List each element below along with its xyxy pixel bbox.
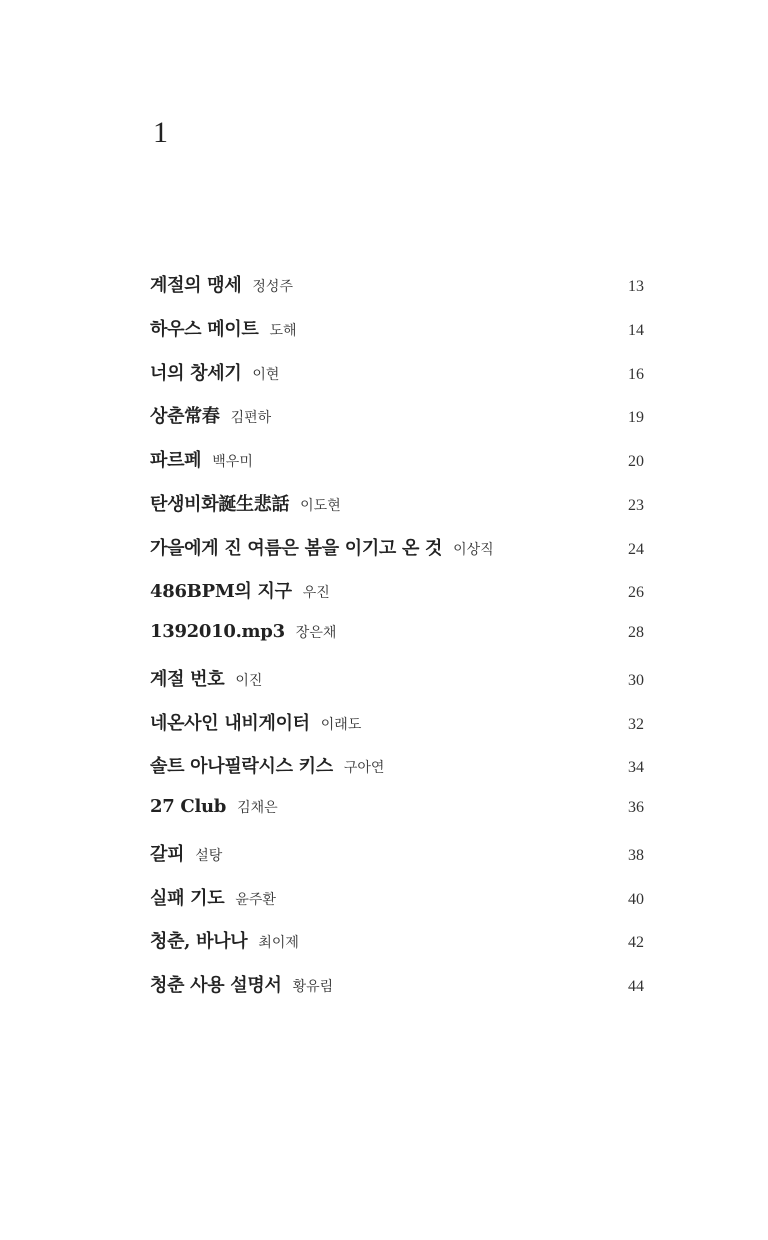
toc-entry[interactable] xyxy=(150,534,644,578)
entry-author: 구아연 xyxy=(343,760,385,777)
entry-author: 이래도 xyxy=(320,716,362,733)
entry-author: 이진 xyxy=(235,672,263,689)
entry-author: 설탕 xyxy=(195,847,223,864)
entry-title: 너의 창세기 xyxy=(150,362,242,384)
toc-entry[interactable] xyxy=(150,796,644,840)
toc-entry[interactable] xyxy=(150,840,644,884)
entry-author: 이도현 xyxy=(300,497,341,514)
entry-page-number: 19 xyxy=(628,409,644,427)
entry-page-number: 42 xyxy=(628,934,644,952)
entry-title: 탄생비화誕生悲話 xyxy=(150,493,290,515)
entry-author: 정성주 xyxy=(252,279,293,295)
entry-title: 솔트 아나필락시스 키스 xyxy=(150,756,333,778)
toc-entry[interactable] xyxy=(150,927,644,971)
entry-page-number: 28 xyxy=(628,624,644,641)
entry-title: 파르페 xyxy=(150,450,202,471)
toc-entry[interactable] xyxy=(150,446,644,490)
toc-entry[interactable] xyxy=(150,271,644,315)
entry-page-number: 30 xyxy=(628,671,644,689)
entry-title: 청춘, 바나나 xyxy=(150,931,248,953)
entry-page-number: 34 xyxy=(628,759,644,777)
entry-author: 윤주환 xyxy=(235,891,276,908)
entry-author: 이현 xyxy=(252,366,280,383)
entry-author: 황유림 xyxy=(292,979,334,995)
toc-entry[interactable] xyxy=(150,752,644,796)
toc-entry[interactable] xyxy=(150,709,644,753)
entry-page-number: 44 xyxy=(628,978,644,995)
entry-author: 김편하 xyxy=(230,410,272,427)
entry-author: 백우미 xyxy=(212,454,253,470)
toc-entry[interactable] xyxy=(150,490,644,534)
entry-title: 실패 기도 xyxy=(150,887,225,909)
entry-title: 계절 번호 xyxy=(150,668,225,690)
entry-author: 이상직 xyxy=(453,541,494,558)
section-number: 1 xyxy=(153,116,168,149)
entry-title: 갈피 xyxy=(150,843,185,865)
entry-page-number: 26 xyxy=(628,584,644,602)
entry-page-number: 32 xyxy=(628,715,644,733)
entry-page-number: 14 xyxy=(628,321,644,339)
table-of-contents xyxy=(150,271,644,1015)
toc-entry[interactable] xyxy=(150,402,644,446)
entry-author: 김채은 xyxy=(237,800,278,816)
entry-title: 27 Club xyxy=(150,796,227,817)
entry-page-number: 13 xyxy=(628,278,644,295)
entry-author: 도해 xyxy=(269,322,297,339)
toc-entry[interactable] xyxy=(150,359,644,403)
entry-title: 계절의 맹세 xyxy=(150,275,242,296)
entry-title: 486BPM의 지구 xyxy=(150,581,292,603)
entry-title: 하우스 메이트 xyxy=(150,318,259,340)
entry-page-number: 24 xyxy=(628,540,644,558)
entry-title: 상춘常春 xyxy=(150,406,220,428)
entry-author: 우진 xyxy=(302,585,330,602)
entry-title: 가을에게 진 여름은 봄을 이기고 온 것 xyxy=(150,537,443,559)
entry-title: 네온사인 내비게이터 xyxy=(150,712,310,734)
entry-page-number: 20 xyxy=(628,453,644,470)
entry-title: 청춘 사용 설명서 xyxy=(150,975,282,996)
entry-page-number: 38 xyxy=(628,846,644,864)
entry-author: 최이제 xyxy=(258,935,299,952)
entry-page-number: 23 xyxy=(628,496,644,514)
entry-title: 1392010.mp3 xyxy=(150,621,285,642)
toc-entry[interactable] xyxy=(150,577,644,621)
toc-entry[interactable] xyxy=(150,315,644,359)
toc-entry[interactable] xyxy=(150,621,644,665)
entry-page-number: 36 xyxy=(628,799,644,816)
toc-entry[interactable] xyxy=(150,665,644,709)
entry-page-number: 40 xyxy=(628,890,644,908)
entry-author: 장은채 xyxy=(295,625,337,641)
toc-entry[interactable] xyxy=(150,971,644,1015)
entry-page-number: 16 xyxy=(628,365,644,383)
toc-entry[interactable] xyxy=(150,884,644,928)
